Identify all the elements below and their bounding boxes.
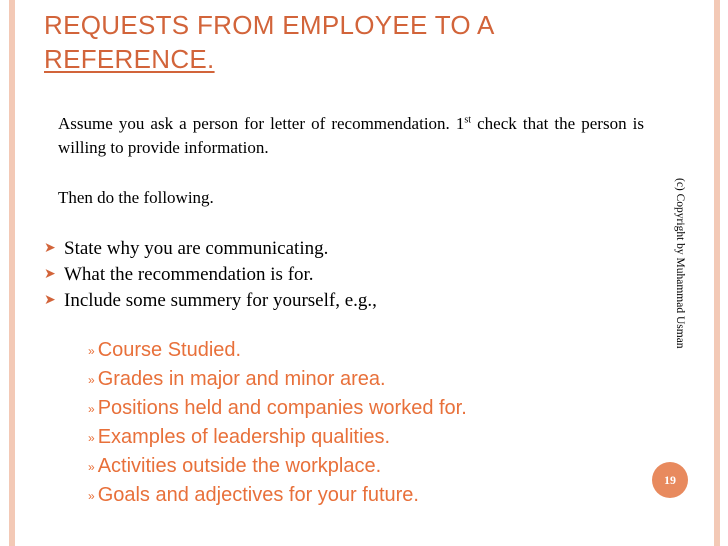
sub-bullet-item <box>88 452 467 481</box>
intro-text-part2: check that the person is willing to provide information. <box>58 114 644 157</box>
title-line-2: REFERENCE. <box>44 44 215 74</box>
sub-bullet-item <box>88 394 467 423</box>
sub-bullet-item <box>88 423 467 452</box>
double-chevron-icon: » <box>88 373 95 387</box>
bullet-text: Include some summery for yourself, e.g., <box>64 290 377 311</box>
arrow-bullet-icon: ➤ <box>44 293 56 308</box>
sub-bullet-text: Goals and adjectives for your future. <box>97 484 419 506</box>
intro-paragraph <box>58 112 644 160</box>
arrow-bullet-icon: ➤ <box>44 267 56 282</box>
copyright-note: (c) Copyright by Muhammad Usman <box>674 178 686 349</box>
sub-bullet-text: Positions held and companies worked for. <box>97 397 467 419</box>
sub-bullet-list <box>88 336 467 510</box>
left-border-stripe <box>9 0 15 546</box>
bullet-item <box>44 288 377 314</box>
sub-bullet-item <box>88 365 467 394</box>
sub-bullet-item <box>88 336 467 365</box>
bullet-item <box>44 262 377 288</box>
bullet-item <box>44 236 377 262</box>
sub-bullet-text: Activities outside the workplace. <box>97 455 382 477</box>
intro-superscript: st <box>464 114 472 126</box>
slide-title <box>44 8 664 76</box>
intro-text-part1: Assume you ask a person for letter of recommendation. 1 <box>58 114 465 133</box>
sub-bullet-text: Examples of leadership qualities. <box>97 426 391 448</box>
title-line-1: REQUESTS FROM EMPLOYEE TO A <box>44 10 495 40</box>
sub-bullet-item <box>88 481 467 510</box>
double-chevron-icon: » <box>88 402 95 416</box>
double-chevron-icon: » <box>88 489 95 503</box>
bullet-text: State why you are communicating. <box>64 238 329 259</box>
right-border-stripe <box>714 0 720 546</box>
arrow-bullet-icon: ➤ <box>44 241 56 256</box>
bullet-text: What the recommendation is for. <box>64 264 314 285</box>
instruction-text: Then do the following. <box>58 188 214 207</box>
sub-bullet-text: Course Studied. <box>97 339 242 361</box>
double-chevron-icon: » <box>88 431 95 445</box>
double-chevron-icon: » <box>88 344 95 358</box>
page-number-badge: 19 <box>652 462 688 498</box>
bullet-list <box>44 236 377 314</box>
double-chevron-icon: » <box>88 460 95 474</box>
sub-bullet-text: Grades in major and minor area. <box>97 368 386 390</box>
